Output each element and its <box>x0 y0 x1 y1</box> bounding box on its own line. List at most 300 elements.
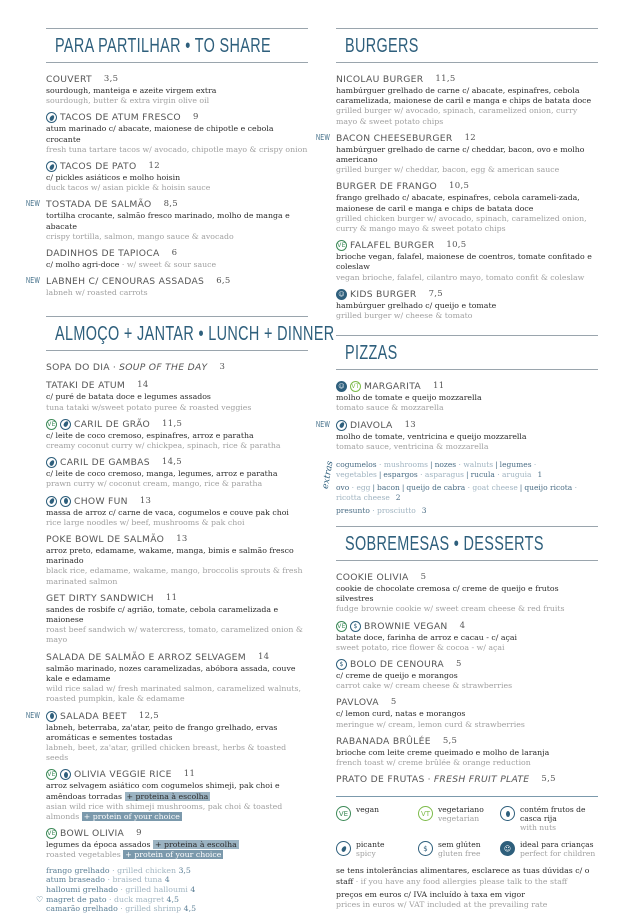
description-pt <box>46 546 308 566</box>
item-price: 7,5 <box>428 288 444 299</box>
chili-shape <box>62 421 68 428</box>
new-badge: NEW <box>316 419 331 429</box>
extra-pt: queijo ricota <box>524 483 573 493</box>
description-en-text: tomato sauce & mozzarella <box>336 403 444 413</box>
item-name: KIDS BURGER <box>350 288 417 300</box>
protein-choice-tag-en: + protein of your choice <box>83 811 180 821</box>
spicy-icon <box>60 419 71 430</box>
heart-icon: ♡ <box>36 894 44 904</box>
description-en <box>336 311 598 321</box>
section-title: BURGERS <box>345 35 419 57</box>
menu-item <box>336 696 598 729</box>
description-en-text: labneh, beet, za'atar, grilled chicken breast, herbs & toasted seeds <box>46 742 287 763</box>
protein-option <box>46 875 308 885</box>
item-name-en: FRESH FRUIT PLATE <box>433 774 530 786</box>
protein-en: duck magret <box>113 894 165 904</box>
footer-notes <box>336 866 598 910</box>
menu-item <box>316 132 598 176</box>
description-pt <box>336 671 598 681</box>
item-name-line <box>336 658 598 671</box>
item-price: 3 <box>219 362 226 373</box>
extras-label: extras <box>320 460 336 490</box>
spicy-icon <box>46 457 57 468</box>
nut-shape <box>50 713 54 719</box>
item-name: PAVLOVA <box>336 697 379 709</box>
description-en-text: grilled burger w/ avocado, spinach, caramelized onion, curry mayo & sweet potato chips <box>336 106 578 126</box>
description-en-text: french toast w/ creme brûlée & orange reduction <box>336 758 531 768</box>
legend-item-kids <box>500 840 598 858</box>
separator: · <box>349 483 357 493</box>
item-name: BROWNIE VEGAN <box>364 620 448 632</box>
item-name-line <box>46 361 308 374</box>
item-name-line <box>336 180 598 193</box>
description-en <box>46 684 308 704</box>
description-en-text: black rice, edamame, wakame, mango, broccolis sprouts & fresh marinated salmon <box>46 566 303 586</box>
separator: · <box>465 483 473 493</box>
vegan-icon: VE <box>337 242 346 250</box>
description-en <box>46 743 308 763</box>
item-name-line <box>46 456 308 469</box>
description-pt-text: hambúrguer grelhado c/ queijo e tomate <box>336 300 497 310</box>
protein-list <box>36 865 308 914</box>
extras-line <box>336 483 598 503</box>
item-price: 6,5 <box>216 276 231 287</box>
extra-en: prosciutto <box>377 506 416 516</box>
item-price: 5 <box>455 659 462 670</box>
protein-choice-tag: + proteina à escolha <box>155 840 237 850</box>
extra-pt: queijo de cabra <box>406 483 466 493</box>
description-pt <box>46 173 308 183</box>
item-name: CARIL DE GRÃO <box>74 418 151 430</box>
description-pt-text: atum marinado c/ abacate, maionese de chipotle e cebola crocante <box>46 124 274 144</box>
item-name: TACOS DE PATO <box>60 161 137 173</box>
item-name: DIAVOLA <box>350 419 393 431</box>
menu-item <box>316 419 598 452</box>
description-pt-text: brioche com leite creme queimado e molho de laranja <box>336 747 550 757</box>
description-en-text: grilled chicken burger w/ avocado, spinach, caramelized onion, curry & mango mayo & sweet potato chips <box>336 213 587 234</box>
extra-pt: cogumelos <box>336 460 377 470</box>
item-price: 10,5 <box>446 240 467 251</box>
description-pt-text: molho de tomate e queijo mozzarella <box>336 393 482 403</box>
legend-pt: contém frutos de casca rija <box>520 805 586 824</box>
menu-item <box>336 380 598 413</box>
legend-item-glutenfree <box>418 840 500 858</box>
vegan-icon: VE <box>47 420 56 428</box>
item-price: 11,5 <box>162 418 183 429</box>
item-price: 12 <box>148 161 160 172</box>
description-en-text: prawn curry w/ coconut cream, mango, rice & paratha <box>46 479 263 489</box>
extra-price: 1 <box>537 470 543 480</box>
section-desserts <box>336 526 598 786</box>
extras-line <box>336 506 598 516</box>
description-pt <box>336 709 598 719</box>
extra-en: mushrooms <box>383 460 429 470</box>
section-to-share <box>26 28 308 298</box>
description-en-text: creamy coconut curry w/ chickpea, spinach, rice & paratha <box>46 441 281 451</box>
legend-en: spicy <box>356 849 376 859</box>
item-name-line <box>336 419 598 432</box>
menu-item <box>46 379 308 412</box>
protein-pt: camarão grelhado <box>46 904 118 914</box>
description-pt-text: hambúrguer grelhado de carne c/ cheddar, bacon, ovo e molho americano <box>336 144 585 165</box>
chili-shape <box>48 498 54 505</box>
menu-item <box>46 247 308 270</box>
kids-icon: ☺ <box>500 841 515 856</box>
description-pt-text: massa de arroz c/ carne de vaca, cogumelos e couve pak choi <box>46 507 289 517</box>
description-pt <box>46 508 308 518</box>
item-name-line <box>336 773 598 786</box>
item-name-line <box>46 418 308 431</box>
description-pt <box>46 124 308 144</box>
description-pt-text: arroz preto, edamame, wakame, manga, bimis e salmão fresco marinado <box>46 546 294 566</box>
menu-item <box>336 73 598 127</box>
item-name-line <box>46 160 308 173</box>
spicy-icon <box>46 496 57 507</box>
spicy-icon <box>336 841 351 856</box>
description-en <box>336 442 598 452</box>
item-name-line <box>336 239 598 252</box>
item-name: COOKIE OLIVIA <box>336 572 409 584</box>
separator: · <box>417 470 425 480</box>
chili-shape <box>48 163 54 170</box>
extra-pt: ovo <box>336 483 350 493</box>
description-pt-text: c/ lemon curd, natas e morangos <box>336 709 466 719</box>
item-price: 11,5 <box>435 74 456 84</box>
menu-item <box>336 180 598 234</box>
protein-price: 4,5 <box>164 894 179 904</box>
menu-item <box>46 592 308 646</box>
legend-text <box>356 840 385 858</box>
description-pt <box>46 86 308 96</box>
description-pt <box>46 392 308 402</box>
item-name: BACON CHEESEBURGER <box>336 132 453 144</box>
description-en-text: vegan brioche, falafel, cilantro mayo, tomato confit & coleslaw <box>336 272 585 282</box>
separator: · <box>376 460 384 470</box>
item-name: BURGER DE FRANGO <box>336 181 438 193</box>
description-en-text: tuna tataki w/sweet potato puree & roasted veggies <box>46 402 252 412</box>
left-column <box>26 28 335 914</box>
item-name: NICOLAU BURGER <box>336 74 424 85</box>
description-pt-text: batate doce, farinha de arroz e cacau - c/ açai <box>336 632 518 642</box>
description-en <box>46 479 308 489</box>
item-name-line <box>46 73 308 86</box>
extra-pt: nozes <box>434 460 457 470</box>
item-name: OLIVIA VEGGIE RICE <box>74 769 172 781</box>
chili-shape <box>338 422 344 429</box>
right-column <box>316 28 598 910</box>
description-en-text: grilled burger w/ cheddar, bacon, egg & american sauce <box>336 165 560 175</box>
menu-item <box>46 111 308 155</box>
legend-pt: picante <box>356 840 385 850</box>
description-pt-text: hambúrguer grelhado de carne c/ abacate, espinafres, cebola caramelizada, maionese de caril e manga e chips de batata doce <box>336 86 592 106</box>
separator: · <box>117 884 126 894</box>
section-burgers <box>316 28 598 321</box>
vegetarian-icon: VT <box>418 806 433 821</box>
description-pt-text: tortilha crocante, salmão fresco marinado, molho de manga e abacate <box>46 211 290 231</box>
item-price: 12 <box>464 132 476 143</box>
item-price: 5 <box>390 697 397 708</box>
description-en-text: rice large noodles w/ beef, mushrooms & pak choi <box>46 517 245 527</box>
description-pt <box>46 211 308 231</box>
kids-icon: ☺ <box>336 381 347 392</box>
menu-item <box>336 658 598 691</box>
legend-en: vegetarian <box>438 814 480 824</box>
protein-option <box>36 894 308 905</box>
item-name-line <box>46 592 308 605</box>
menu-item <box>46 456 308 489</box>
description-pt <box>46 664 308 684</box>
description-pt <box>336 86 598 106</box>
legend-text <box>520 840 595 858</box>
protein-en: grilled halloumi <box>125 884 188 894</box>
item-name-line <box>46 275 308 288</box>
item-name: TATAKI DE ATUM <box>46 380 126 392</box>
description-en <box>46 441 308 451</box>
divider: | <box>372 483 376 493</box>
section-title: ALMOÇO + JANTAR • LUNCH + DINNER <box>55 323 335 346</box>
section-title: PARA PARTILHAR • TO SHARE <box>55 35 271 57</box>
description-en <box>46 802 308 822</box>
description-en <box>46 625 308 645</box>
item-price: 11 <box>165 592 178 603</box>
description-en-text: labneh w/ roasted carrots <box>46 288 148 298</box>
description-pt <box>46 723 308 743</box>
section-title: SOBREMESAS • DESSERTS <box>345 533 544 556</box>
menu-item <box>336 571 598 615</box>
menu-item <box>46 73 308 106</box>
item-name: COUVERT <box>46 74 92 85</box>
extra-en: vegetables <box>336 470 377 480</box>
item-name-line <box>46 247 308 260</box>
item-name-en: SOUP OF THE DAY <box>119 362 208 374</box>
description-pt <box>46 781 308 801</box>
separator: · <box>531 460 537 470</box>
protein-choice-tag-en: + protein of your choice <box>125 850 222 860</box>
item-name-line <box>46 111 308 124</box>
menu-item <box>46 827 308 860</box>
menu-item <box>26 275 308 298</box>
description-pt <box>336 584 598 604</box>
glutenfree-icon: $ <box>336 659 347 670</box>
protein-price: 4,5 <box>181 904 197 914</box>
spicy-icon <box>336 420 347 431</box>
item-name: SALADA BEET <box>60 710 127 722</box>
description-pt-text: salmão marinado, nozes caramelizadas, abóbora assada, couve kale e edamame <box>46 663 296 683</box>
item-price: 13 <box>139 495 152 506</box>
description-pt <box>336 145 598 165</box>
item-name-line <box>46 533 308 546</box>
description-pt <box>336 193 598 213</box>
divider: | <box>430 460 433 470</box>
glutenfree-icon: $ <box>418 841 433 856</box>
divider: | <box>466 470 469 480</box>
legend-en: perfect for children <box>520 849 596 859</box>
separator: · <box>105 875 113 885</box>
item-name: DADINHOS DE TAPIOCA <box>46 248 160 260</box>
protein-option <box>46 866 308 876</box>
description-en <box>336 273 598 283</box>
description-pt-text: frango grelhado c/ abacate, espinafres, cebola carameli-zada, maionese de caril e manga e chips de batata doce <box>336 193 580 213</box>
description-pt-text: c/ pickles asiáticos e molho hoisin <box>46 173 181 183</box>
divider: | <box>378 470 382 480</box>
description-en <box>46 183 308 193</box>
description-en: w/ sweet & sour sauce <box>126 260 217 270</box>
nut-shape <box>64 772 68 778</box>
protein-en: grilled chicken <box>117 865 176 875</box>
separator: · <box>117 904 126 914</box>
item-name: TACOS DE ATUM FRESCO <box>60 112 181 124</box>
description-en <box>336 214 598 234</box>
divider: | <box>519 483 523 493</box>
description-en <box>46 145 308 155</box>
new-badge: NEW <box>26 276 41 286</box>
vat-note: preços em euros c/ IVA incluído à taxa em vigor prices in euros w/ VAT included at the prevailing rate <box>336 889 548 909</box>
extra-en: egg <box>356 483 371 493</box>
extra-price: 2 <box>395 493 401 503</box>
description-en <box>336 758 598 768</box>
menu-item <box>336 773 598 786</box>
chili-shape <box>340 845 346 852</box>
description-en <box>336 720 598 730</box>
burger-items <box>316 73 598 321</box>
item-price: 13 <box>404 419 416 430</box>
item-name: BOLO DE CENOURA <box>350 659 444 671</box>
item-name-line <box>336 620 598 633</box>
description-pt <box>46 469 308 479</box>
extra-pt: espargos <box>383 470 418 480</box>
protein-en: braised tuna <box>112 875 163 885</box>
item-price: 8,5 <box>163 199 178 210</box>
spicy-icon <box>46 161 57 172</box>
description-en-text: crispy tortilla, salmon, mango sauce & avocado <box>46 231 234 241</box>
description-en <box>46 232 308 242</box>
vegan-icon: VE <box>337 622 346 630</box>
protein-price: 4 <box>187 884 196 894</box>
menu-item <box>46 418 308 451</box>
extra-en: goat cheese <box>472 483 518 493</box>
description-pt-text: arroz selvagem asiático com cogumelos shimeji, pak choi e amêndoas torradas <box>46 781 280 801</box>
item-name: BOWL OLIVIA <box>60 828 125 840</box>
description-en <box>46 518 308 528</box>
item-price: 5 <box>420 572 427 583</box>
description-pt <box>46 840 308 850</box>
protein-price: 3,5 <box>175 865 191 875</box>
extra-en: ricotta cheese <box>336 493 390 503</box>
description-pt-text: c/ leite de coco cremoso, espinafres, arroz e paratha <box>46 430 254 440</box>
item-name-line <box>336 380 598 393</box>
item-name: CHOW FUN <box>74 495 128 507</box>
item-name-line <box>336 288 598 301</box>
description-en-text: roast beef sandwich w/ watercress, tomato, caramelized onion & mayo <box>46 625 303 645</box>
legend-item-spicy <box>336 840 418 858</box>
protein-pt: frango grelhado <box>46 865 110 875</box>
item-name-line <box>46 379 308 392</box>
item-name-line <box>46 495 308 508</box>
menu-item <box>46 533 308 587</box>
description-en-text: fresh tuna tartare tacos w/ avocado, chipotle mayo & crispy onion <box>46 144 308 154</box>
legend-text <box>438 840 481 858</box>
item-price: 5,5 <box>442 735 458 746</box>
description-en-text: sweet potato, rice flower & cocoa - w/ açai <box>336 642 505 652</box>
item-price: 10,5 <box>449 181 470 192</box>
description-en-text: fudge brownie cookie w/ sweet cream cheese & red fruits <box>336 604 565 614</box>
legend-text <box>356 805 379 814</box>
description-pt-text: c/ puré de batata doce e legumes assados <box>46 392 211 402</box>
description-pt-text: molho de tomate, ventricina e queijo mozzarella <box>336 431 527 441</box>
extra-en: walnuts <box>463 460 494 470</box>
item-name-line <box>46 651 308 664</box>
description-en <box>46 96 308 106</box>
pizza-items <box>316 380 598 452</box>
description-pt-text: sourdough, manteiga e azeite virgem extra <box>46 86 217 95</box>
pizza-extras <box>320 460 598 516</box>
description-en-text: grilled burger w/ cheese & tomato <box>336 311 473 321</box>
description-pt-text: sandes de rosbife c/ agrião, tomate, cebola caramelizada e maionese <box>46 604 279 625</box>
description-pt <box>336 432 598 442</box>
item-price: 14,5 <box>161 457 183 468</box>
description-en <box>336 681 598 691</box>
legend-item-vegetarian <box>418 805 500 832</box>
item-name: SOPA DO DIA <box>46 362 110 374</box>
item-description <box>46 260 308 270</box>
description-en <box>336 403 598 413</box>
item-name: PRATO DE FRUTAS <box>336 774 425 786</box>
description-pt-text: c/ creme de queijo e morangos <box>336 671 458 681</box>
item-price: 14 <box>257 651 270 662</box>
nuts-icon <box>46 711 57 722</box>
chili-shape <box>48 459 54 466</box>
menu-item <box>46 651 308 705</box>
protein-pt: halloumi grelhado <box>46 884 118 894</box>
item-price: 11 <box>432 381 445 392</box>
section-pizzas <box>316 335 598 516</box>
share-items <box>26 73 308 298</box>
description-pt-text: labneh, beterraba, za'atar, peito de frango grelhado, ervas aromáticas e sementes tostadas <box>46 722 278 742</box>
description-pt-text: cookie de chocolate cremosa c/ creme de queijo e frutos silvestres <box>336 584 559 604</box>
divider: | <box>401 483 405 493</box>
item-name-line <box>336 696 598 709</box>
menu-item <box>26 710 308 764</box>
legend-pt: ideal para crianças <box>520 840 594 850</box>
item-name-line <box>336 132 598 145</box>
item-price: 9 <box>192 112 199 123</box>
separator: · <box>572 483 577 493</box>
nuts-icon <box>500 806 515 821</box>
protein-price: 4 <box>162 875 170 885</box>
item-name: CARIL DE GAMBAS <box>60 457 150 469</box>
item-name: MARGARITA <box>364 381 421 393</box>
separator: · <box>112 362 117 374</box>
description-en <box>46 566 308 586</box>
vegan-icon: VE <box>47 830 56 838</box>
description-en <box>336 643 598 653</box>
description-en-text: roasted vegetables <box>46 850 121 860</box>
menu-item <box>46 361 308 374</box>
menu-item <box>336 288 598 321</box>
item-price: 6 <box>171 248 178 259</box>
separator: · <box>106 894 114 904</box>
item-name: RABANADA BRÛLÉE <box>336 735 431 747</box>
description-pt: c/ molho agri-doce <box>46 260 120 270</box>
spicy-icon <box>46 112 57 123</box>
item-price: 4 <box>459 620 466 631</box>
item-price: 13 <box>176 534 188 545</box>
separator: · <box>109 865 118 875</box>
description-pt-text: legumes da época assados <box>46 840 151 850</box>
description-pt-text: c/ leite de coco cremoso, manga, legumes, arroz e paratha <box>46 469 278 479</box>
extra-pt: presunto <box>336 506 370 516</box>
nuts-icon <box>60 496 71 507</box>
